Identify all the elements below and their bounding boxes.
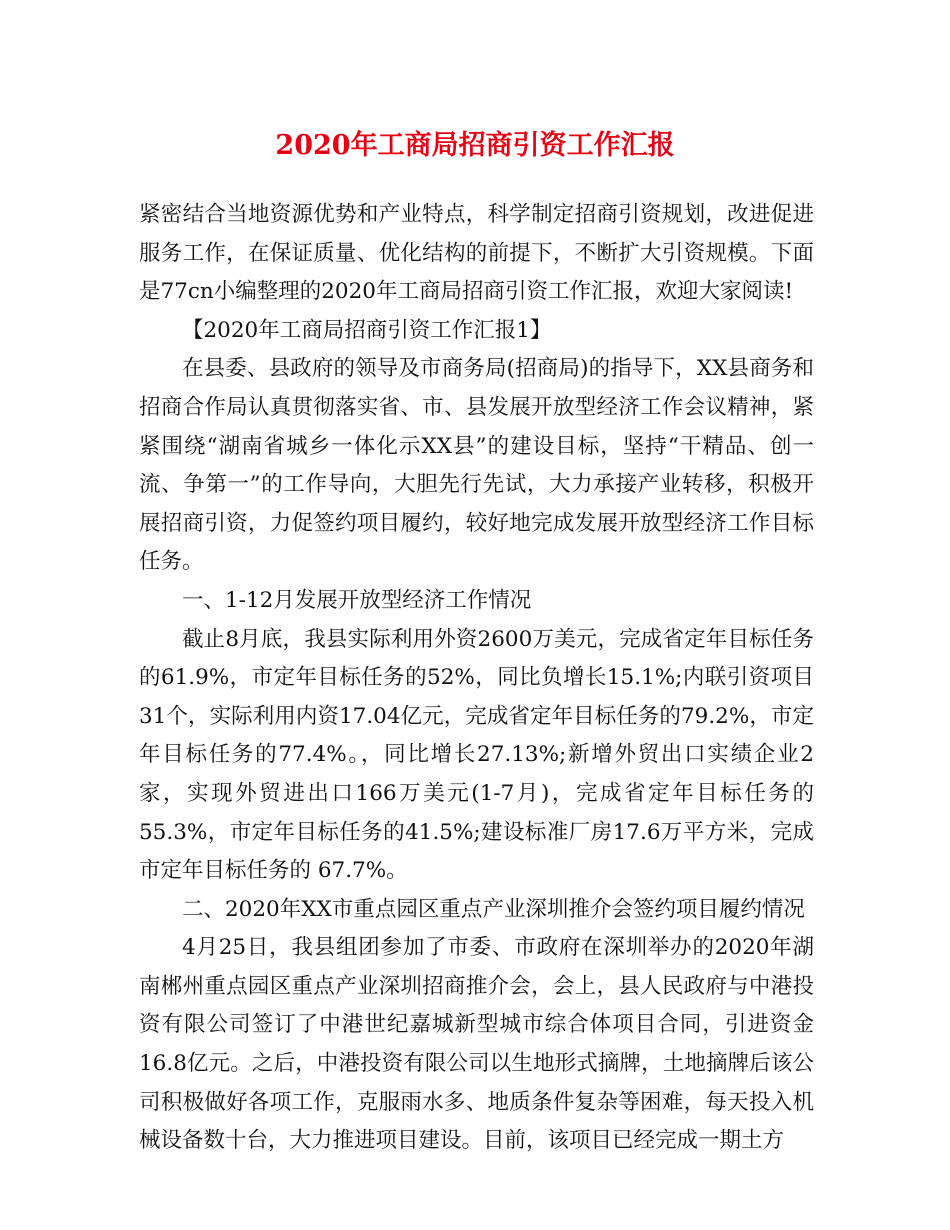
- document-body: [139, 196, 814, 1161]
- intro-paragraph: 紧密结合当地资源优势和产业特点，科学制定招商引资规划，改进促进服务工作，在保证质量、优化结构的前提下，不断扩大引资规模。下面是77cn小编整理的2020年工商局招商引资工作汇报，欢迎大家阅读!: [139, 202, 814, 305]
- body-paragraph: 截止8月底，我县实际利用外资2600万美元，完成省定年目标任务的61.9%，市定年目标任务的52%，同比负增长15.1%;内联引资项目31个，实际利用内资17.04亿元，完成省定年目标任务的79.2%，市定年目标任务的77.4%。，同比增长27.13%;新增外贸出口实绩企业2家，实现外贸进出口166万美元(1-7月)，完成省定年目标任务的55.3%，市定年目标任务的41.5%;建设标准厂房17.6万平方米，完成市定年目标任务的 67.7%。: [139, 626, 814, 884]
- body-paragraph: 在县委、县政府的领导及市商务局(招商局)的指导下，XX县商务和招商合作局认真贯彻落实省、市、县发展开放型经济工作会议精神，紧紧围绕“湖南省城乡一体化示XX县”的建设目标，坚持“干精品、创一流、争第一”的工作导向，大胆先行先试，大力承接产业转移，积极开展招商引资，力促签约项目履约，较好地完成发展开放型经济工作目标任务。: [139, 356, 814, 575]
- section-heading-report-1: 【2020年工商局招商引资工作汇报1】: [182, 317, 552, 343]
- section-heading-1: 一、1-12月发展开放型经济工作情况: [182, 587, 532, 613]
- section-heading-2: 二、2020年XX市重点园区重点产业深圳推介会签约项目履约情况: [182, 896, 805, 922]
- document-title: 2020年工商局招商引资工作汇报: [275, 130, 675, 161]
- body-paragraph: 4月25日，我县组团参加了市委、市政府在深圳举办的2020年湖南郴州重点园区重点产业深圳招商推介会，会上，县人民政府与中港投资有限公司签订了中港世纪嘉城新型城市综合体项目合同，引进资金16.8亿元。之后，中港投资有限公司以生地形式摘牌，土地摘牌后该公司积极做好各项工作，克服雨水多、地质条件复杂等困难，每天投入机械设备数十台，大力推进项目建设。目前，该项目已经完成一期土方: [139, 935, 814, 1154]
